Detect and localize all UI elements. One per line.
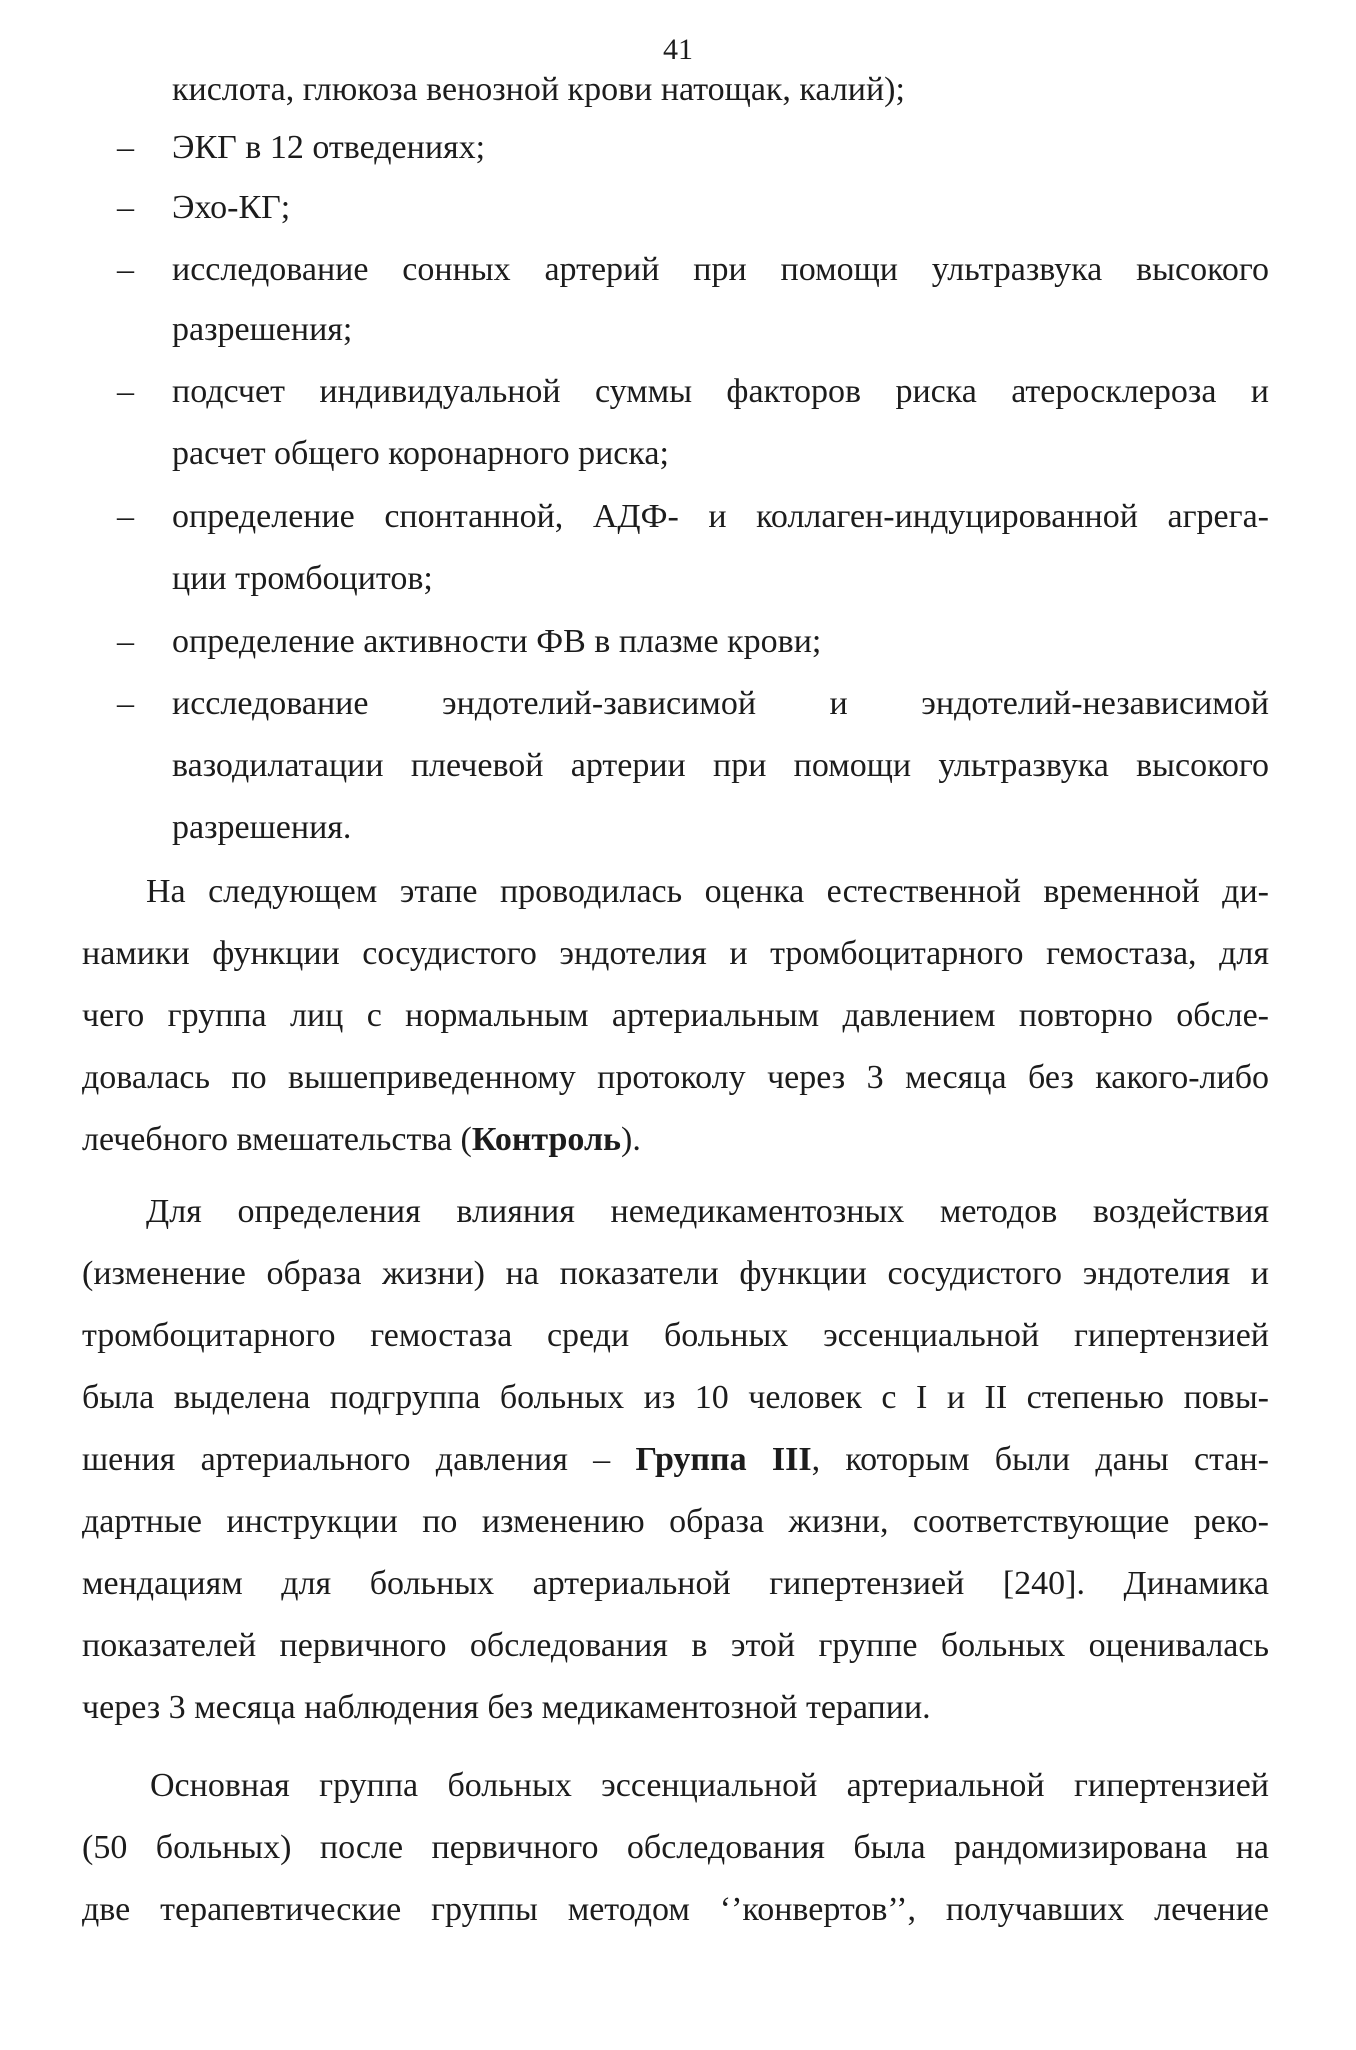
- list-dash: –: [117, 189, 134, 226]
- paragraph-line: чего группа лиц с нормальным артериальным давлением повторно обсле-: [82, 997, 1269, 1034]
- paragraph-line: две терапевтические группы методом ‘’конвертов’’, получавших лечение: [82, 1891, 1269, 1928]
- bold-term-control: Контроль: [471, 1121, 622, 1158]
- text-span: шения артериального давления –: [82, 1441, 636, 1478]
- paragraph-line: намики функции сосудистого эндотелия и тромбоцитарного гемостаза, для: [82, 935, 1269, 972]
- list-item-line: разрешения.: [172, 809, 352, 846]
- list-dash: –: [117, 498, 134, 535]
- paragraph-line: (изменение образа жизни) на показатели функции сосудистого эндотелия и: [82, 1255, 1269, 1292]
- paragraph-line: довалась по вышеприведенному протоколу через 3 месяца без какого-либо: [82, 1059, 1269, 1096]
- paragraph-line: Для определения влияния немедикаментозных методов воздействия: [146, 1193, 1269, 1230]
- list-item-line: ЭКГ в 12 отведениях;: [172, 129, 486, 166]
- paragraph-line: [82, 1438, 1269, 1482]
- list-item-line: исследование эндотелий-зависимой и эндотелий-независимой: [172, 685, 1269, 722]
- list-dash: –: [117, 623, 134, 660]
- text-span: лечебного вмешательства (: [82, 1121, 472, 1158]
- list-dash: –: [117, 251, 134, 288]
- text-span: , которым были даны стан-: [811, 1441, 1269, 1478]
- paragraph-line: через 3 месяца наблюдения без медикаментозной терапии.: [82, 1689, 931, 1726]
- paragraph-line: Основная группа больных эссенциальной артериальной гипертензией: [150, 1767, 1269, 1804]
- list-dash: –: [117, 129, 134, 166]
- paragraph-line: мендациям для больных артериальной гипертензией [240]. Динамика: [82, 1565, 1269, 1602]
- list-item-line: разрешения;: [172, 311, 353, 348]
- list-item-line: определение спонтанной, АДФ- и коллаген-индуцированной агрега-: [172, 498, 1269, 535]
- paragraph-line: На следующем этапе проводилась оценка естественной временной ди-: [146, 873, 1269, 910]
- paragraph-line: [82, 1118, 641, 1162]
- list-item-line: определение активности ФВ в плазме крови;: [172, 623, 822, 660]
- list-item-line: вазодилатации плечевой артерии при помощи ультразвука высокого: [172, 747, 1269, 784]
- list-item-line: ции тромбоцитов;: [172, 560, 433, 597]
- list-dash: –: [117, 373, 134, 410]
- page-number: 41: [663, 33, 693, 66]
- text-span: ).: [621, 1121, 641, 1158]
- list-item-line: подсчет индивидуальной суммы факторов риска атеросклероза и: [172, 373, 1269, 410]
- paragraph-line: дартные инструкции по изменению образа жизни, соответствующие реко-: [82, 1503, 1269, 1540]
- bold-term-group-iii: Группа III: [635, 1441, 812, 1478]
- list-dash: –: [117, 685, 134, 722]
- paragraph-line: тромбоцитарного гемостаза среди больных эссенциальной гипертензией: [82, 1317, 1269, 1354]
- paragraph-line: (50 больных) после первичного обследования была рандомизирована на: [82, 1829, 1269, 1866]
- list-item-line: исследование сонных артерий при помощи ультразвука высокого: [172, 251, 1269, 288]
- list-item-line: расчет общего коронарного риска;: [172, 435, 669, 472]
- list-item-line: Эхо-КГ;: [172, 189, 291, 226]
- list-continuation-line: кислота, глюкоза венозной крови натощак, калий);: [172, 71, 905, 108]
- paragraph-line: была выделена подгруппа больных из 10 человек с I и II степенью повы-: [82, 1379, 1269, 1416]
- paragraph-line: показателей первичного обследования в этой группе больных оценивалась: [82, 1627, 1269, 1664]
